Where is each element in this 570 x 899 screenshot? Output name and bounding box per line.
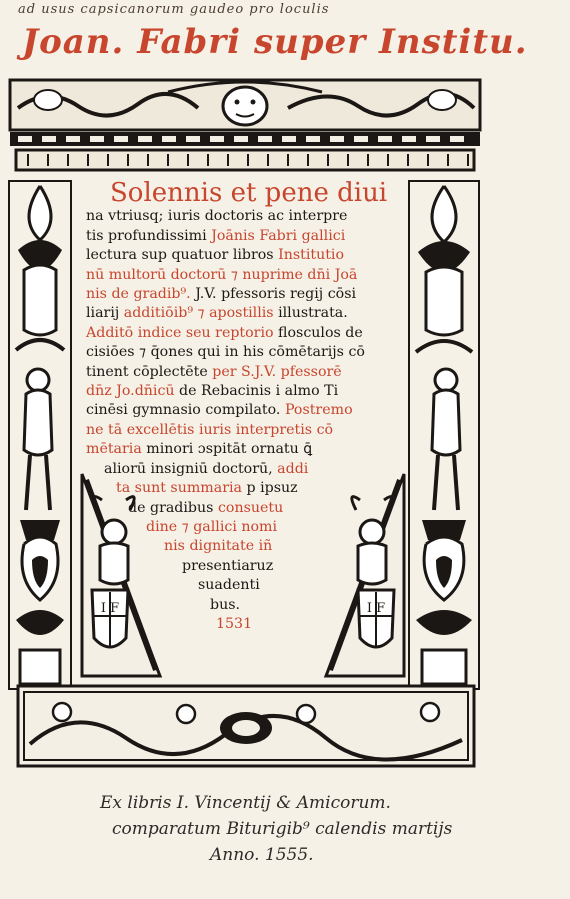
rubric-text: 1531: [216, 615, 253, 632]
rubric-text: Postremo: [284, 402, 353, 419]
rubric-text: nis dignitate iñ: [164, 538, 273, 555]
text-line: [86, 227, 404, 246]
rubric-text: nis de gradib⁹.: [86, 286, 196, 303]
text-line: [86, 557, 404, 576]
black-text: flosculos de: [278, 324, 363, 341]
text-line: [86, 479, 404, 498]
text-line: [86, 596, 404, 615]
black-text: suadenti: [198, 577, 260, 594]
text-line: [86, 304, 404, 323]
ownership-line: Anno. 1555.: [210, 845, 314, 865]
text-line: [86, 499, 404, 518]
black-text: tinent cōplectēte: [86, 363, 213, 380]
ownership-inscription: [100, 790, 540, 868]
black-text: presentiaruz: [182, 557, 274, 574]
text-line: [86, 246, 404, 265]
black-text: aliorū insigniū doctorū,: [104, 460, 278, 477]
rubric-text: Joānis Fabri gallici: [211, 227, 346, 244]
text-line: [86, 460, 404, 479]
black-text: bus.: [210, 596, 241, 613]
text-line: [86, 401, 404, 420]
text-line: [86, 207, 404, 226]
black-text: p ipsuz: [246, 480, 298, 497]
page-title: Joan. Fabri super Institu.: [22, 22, 528, 62]
woodcut-header-band: [8, 78, 482, 174]
black-text: lectura sup quatuor libros: [86, 247, 279, 264]
woodcut-left-column: [8, 180, 72, 690]
left-shield-monogram: I F: [100, 601, 120, 616]
black-text: na vtriusq; iuris doctoris ac interpre: [86, 208, 348, 225]
black-text: de gradibus: [128, 499, 218, 516]
text-line: [86, 518, 404, 537]
rubric-text: addi: [277, 460, 309, 477]
black-text: cisiōes ⁊ q̄ones qui in his cōmētarijs cō: [86, 344, 365, 361]
right-shield-monogram: I F: [366, 601, 386, 616]
text-line: [86, 343, 404, 362]
ownership-line: Ex libris I. Vincentij & Amicorum.: [100, 793, 391, 813]
rubric-text: ne tā excellētis iuris interpretis cō: [86, 421, 334, 438]
black-text: J.V. pfessoris regij cōsi: [195, 286, 357, 303]
rubric-text: Additō indice seu reptorio: [86, 324, 279, 341]
black-text: minori ɔspitāt ornatu ꝗ̄: [146, 441, 313, 458]
top-handwritten-inscription: ad usus capsicanorum gaudeo pro loculis: [18, 2, 330, 17]
rubric-text: nū multorū doctorū ⁊ nuprime dn̄i Joā: [86, 266, 358, 283]
text-line: [86, 421, 404, 440]
text-line: [86, 615, 404, 634]
black-text: de Rebacinis i almo Ti: [179, 383, 339, 400]
text-line: [86, 576, 404, 595]
rubric-text: dine ⁊ gallici nomi: [146, 518, 278, 535]
title-text-block: [86, 180, 404, 634]
rubric-text: consuetu: [217, 499, 284, 516]
text-line: [86, 266, 404, 285]
rubric-text: Solennis et pene diui: [110, 180, 388, 208]
text-line: [86, 324, 404, 343]
black-text: tis profundissimi: [86, 227, 212, 244]
rubric-text: Institutio: [278, 247, 344, 264]
text-line: [86, 363, 404, 382]
rubric-text: per S.J.V. pfessorē: [212, 363, 342, 380]
black-text: cinēsi gymnasio compilato.: [86, 402, 285, 419]
text-line: [86, 382, 404, 401]
ownership-line: comparatum Biturigib⁹ calendis martijs: [112, 819, 453, 839]
rubric-text: mētaria: [86, 441, 147, 458]
woodcut-right-column: [408, 180, 480, 690]
text-line: [86, 440, 404, 459]
text-line: [86, 180, 404, 207]
woodcut-bottom-band: [16, 684, 476, 768]
text-line: [86, 537, 404, 556]
rubric-text: dn̄z Jo.dn̄icū: [86, 383, 180, 400]
rubric-text: additiōib⁹ ⁊ apostillis: [123, 305, 279, 322]
black-text: liarij: [86, 305, 124, 322]
rubric-text: ta sunt summaria: [116, 480, 247, 497]
text-line: [86, 285, 404, 304]
black-text: illustrata.: [278, 305, 348, 322]
